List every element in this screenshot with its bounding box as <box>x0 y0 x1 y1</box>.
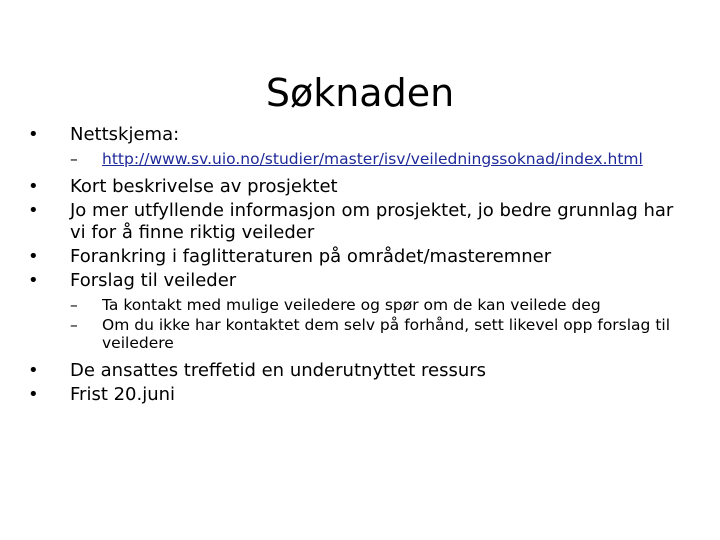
bullet-text: Frist 20.juni <box>70 384 176 405</box>
bullet-marker: • <box>28 360 39 381</box>
bullet-text: Kort beskrivelse av prosjektet <box>70 176 338 197</box>
sublist-forslag-veileder <box>70 296 688 352</box>
nettskjema-link[interactable]: http://www.sv.uio.no/studier/master/isv/veiledningssoknad/index.html <box>102 150 643 168</box>
bullet-treffetid <box>28 360 688 382</box>
bullet-text: Jo mer utfyllende informasjon om prosjektet, jo bedre grunnlag har vi for å finne riktig veileder <box>70 200 674 243</box>
dash-marker: – <box>70 150 78 168</box>
bullet-nettskjema <box>28 124 688 146</box>
bullet-marker: • <box>28 384 39 405</box>
sub-bullet-forslag <box>70 316 688 352</box>
bullet-text: Forankring i faglitteraturen på området/masteremner <box>70 246 552 267</box>
bullet-kort-beskrivelse <box>28 176 688 198</box>
bullet-text: Forslag til veileder <box>70 270 237 291</box>
bullet-marker: • <box>28 246 39 267</box>
bullet-text: De ansattes treffetid en underutnyttet ressurs <box>70 360 487 381</box>
bullet-marker: • <box>28 270 39 291</box>
slide-title: Søknaden <box>265 71 455 116</box>
sub-bullet-text: Ta kontakt med mulige veiledere og spør om de kan veilede deg <box>102 296 601 314</box>
bullet-marker: • <box>28 176 39 197</box>
bullet-text: Nettskjema: <box>70 124 180 145</box>
bullet-forankring <box>28 246 688 268</box>
dash-marker: – <box>70 296 78 314</box>
bullet-utfyllende-info <box>28 200 688 244</box>
sub-bullet-kontakt <box>70 296 688 314</box>
sub-bullet-link <box>70 150 688 168</box>
sub-bullet-text: Om du ikke har kontaktet dem selv på forhånd, sett likevel opp forslag til veiledere <box>102 316 671 352</box>
bullet-marker: • <box>28 200 39 221</box>
bullet-frist <box>28 384 688 406</box>
bullet-forslag-veileder <box>28 270 688 292</box>
bullet-marker: • <box>28 124 39 145</box>
dash-marker: – <box>70 316 78 334</box>
sublist-nettskjema <box>70 150 688 168</box>
bullet-list <box>28 124 688 408</box>
